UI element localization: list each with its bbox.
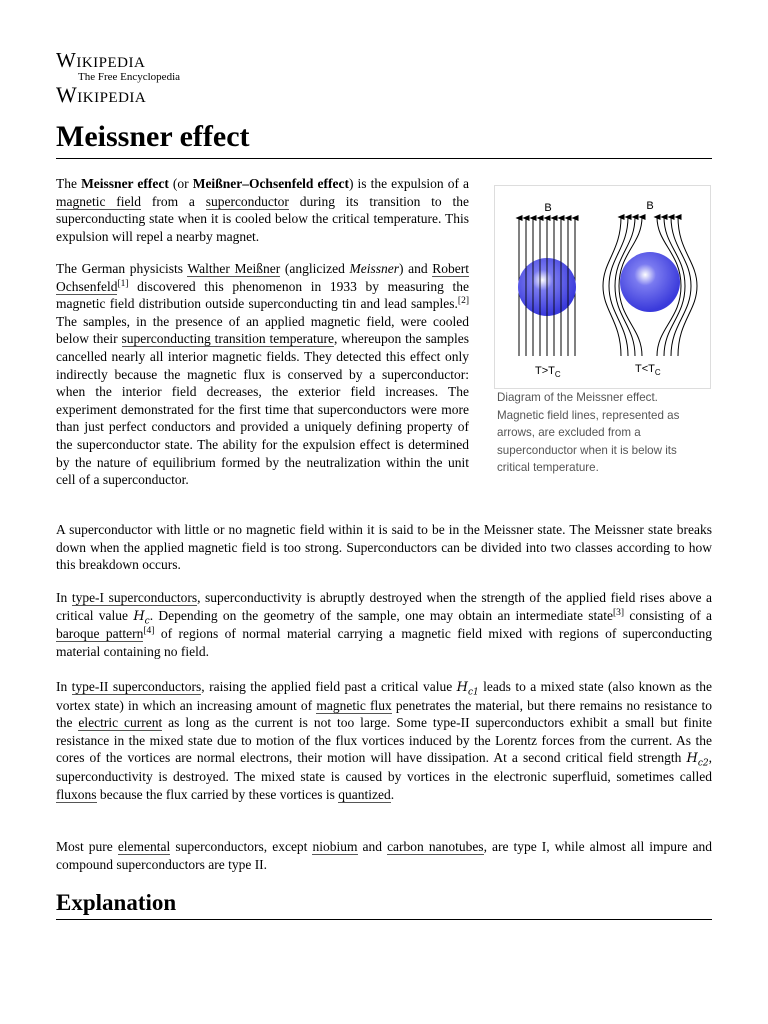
text: (or (168, 176, 193, 191)
link-fluxons[interactable]: fluxons (56, 786, 97, 802)
math-symbol: H (686, 751, 698, 767)
logo-wordmark-bottom: Wikipedia (56, 82, 147, 107)
label-left-t-sub: C (554, 370, 561, 379)
math-subscript: c (144, 616, 150, 627)
italic-term: Meissner (349, 261, 399, 276)
sphere-superconducting-state (620, 252, 680, 312)
wikipedia-logo[interactable] (56, 50, 180, 106)
link-transition-temperature[interactable]: superconducting transition temperature (121, 331, 334, 347)
link-magnetic-flux[interactable]: magnetic flux (316, 697, 392, 713)
type2-paragraph (56, 678, 712, 803)
figure-caption: Diagram of the Meissner effect. Magnetic field lines, represented as arrows, are excluded from a superconductor when it is below its critical temperature. (497, 391, 680, 474)
logo-wordmark-top: Wikipedia (56, 48, 146, 72)
link-magnetic-field[interactable]: magnetic field (56, 193, 142, 209)
text: and (357, 839, 388, 854)
intro-paragraph (56, 175, 469, 245)
text: , superconductivity is destroyed. The mixed state is caused by vortices in the electronic superfluid, sometimes called (56, 750, 712, 784)
link-walther-meissner[interactable]: Walther Meißner (187, 261, 281, 276)
link-elemental[interactable]: elemental (117, 839, 171, 854)
text: ) and (398, 261, 433, 276)
text: as long as the current is not too large. Some type-II superconductors exhibit a small but finite resistance in the mixed state due to motion of the flux vortices induced by the Lorentz forces from the current. As the cores of the vortices are normal electrons, their motion will have dissipation. At a second critical field strength (56, 715, 712, 766)
link-baroque-pattern[interactable]: baroque pattern (56, 626, 144, 642)
math-hc2 (686, 751, 709, 769)
text: The samples, in the presence of an applied magnetic field, were cooled below their (56, 313, 469, 347)
text: leads to a mixed state (also known as the vortex state) in which an increasing amount of (56, 679, 712, 713)
pure-superconductors-paragraph (56, 838, 712, 873)
math-subscript: c1 (467, 687, 479, 698)
link-quantized[interactable]: quantized (338, 786, 391, 802)
math-symbol: H (456, 680, 468, 695)
citation-2[interactable]: [2] (457, 296, 469, 307)
text: , whereupon the samples cancelled nearly all interior magnetic fields. They detected this effect only indirectly because the magnetic flux is conserved by a superconductor: when the interior field decreases, the exterior field increases. The experiment demonstrated for the first time that superconductors were more than just perfect conductors and provided a uniquely defining property of the superconductor state. The ability for the expulsion effect is determined by the nature of equilibrium formed by the neutralization within the unit cell of a superconductor. (56, 331, 469, 488)
text: during its transition to the superconducting state when it is cooled below the critical temperature. This expulsion will repel a nearby magnet. (56, 193, 469, 244)
text: consisting of a (624, 607, 712, 623)
citation-4[interactable]: [4] (143, 626, 155, 637)
link-carbon-nanotubes[interactable]: carbon nanotubes (387, 839, 484, 854)
label-right-t-main: T<T (635, 363, 655, 375)
text: , superconductivity is abruptly destroyed when the strength of the applied field rises above a critical value (56, 590, 712, 623)
section-heading-explanation: Explanation (56, 888, 712, 920)
bold-term: Meißner–Ochsenfeld effect (192, 176, 349, 191)
math-subscript: c2 (697, 758, 709, 769)
bold-term: Meissner effect (81, 176, 169, 191)
link-type-ii-superconductors[interactable]: type-II superconductors (71, 679, 202, 694)
label-right-t-sub: C (654, 368, 661, 377)
text: penetrates the material, but there remains no resistance to the (56, 697, 712, 731)
text: The (56, 176, 82, 191)
text: In (56, 679, 72, 694)
math-hc (133, 608, 150, 627)
math-symbol: H (133, 608, 145, 624)
link-superconductor[interactable]: superconductor (205, 193, 289, 209)
text: . Depending on the geometry of the sample, one may obtain an intermediate state (149, 607, 614, 623)
label-left-b: B (544, 202, 552, 214)
label-right-b: B (646, 200, 654, 212)
label-left-t-main: T>T (535, 365, 555, 377)
link-robert-ochsenfeld[interactable]: Robert Ochsenfeld (56, 261, 469, 294)
meissner-state-paragraph: A superconductor with little or no magnetic field within it is said to be in the Meissner state. The Meissner state breaks down when the applied magnetic field is too strong. Superconductors can be divided into two classes according to how this breakdown occurs. (56, 522, 712, 573)
text: from a (141, 193, 206, 209)
text: of regions of normal material carrying a magnetic field mixed with regions of superconducting material containing no field. (56, 626, 712, 659)
math-hc1 (456, 680, 479, 698)
text: , raising the applied field past a critical value (201, 679, 457, 694)
text: . (390, 786, 395, 802)
link-electric-current[interactable]: electric current (78, 715, 163, 731)
label-right-t (635, 363, 661, 377)
link-type-i-superconductors[interactable]: type-I superconductors (71, 590, 198, 605)
type1-paragraph (56, 589, 712, 660)
text: In (56, 590, 72, 605)
text: , are type I, while almost all impure and compound superconductors are type II. (56, 839, 713, 872)
history-paragraph (56, 260, 469, 489)
logo-tagline: The Free Encyclopedia (78, 71, 181, 83)
label-left-t (535, 365, 561, 379)
text: Most pure (56, 839, 118, 854)
link-niobium[interactable]: niobium (312, 839, 358, 854)
text: ) is the expulsion of a (348, 176, 470, 191)
text: because the flux carried by these vortices is (96, 786, 339, 802)
citation-1[interactable]: [1] (117, 278, 129, 289)
text: The German physicists (56, 261, 188, 276)
text: superconductors, except (170, 839, 313, 854)
text: (anglicized (280, 261, 350, 276)
meissner-diagram[interactable] (494, 185, 711, 389)
meissner-diagram-svg (495, 186, 710, 388)
text: discovered this phenomenon in 1933 by measuring the magnetic field distribution outside superconducting tin and lead samples. (56, 278, 469, 312)
page-title: Meissner effect (56, 118, 712, 159)
citation-3[interactable]: [3] (613, 607, 625, 618)
